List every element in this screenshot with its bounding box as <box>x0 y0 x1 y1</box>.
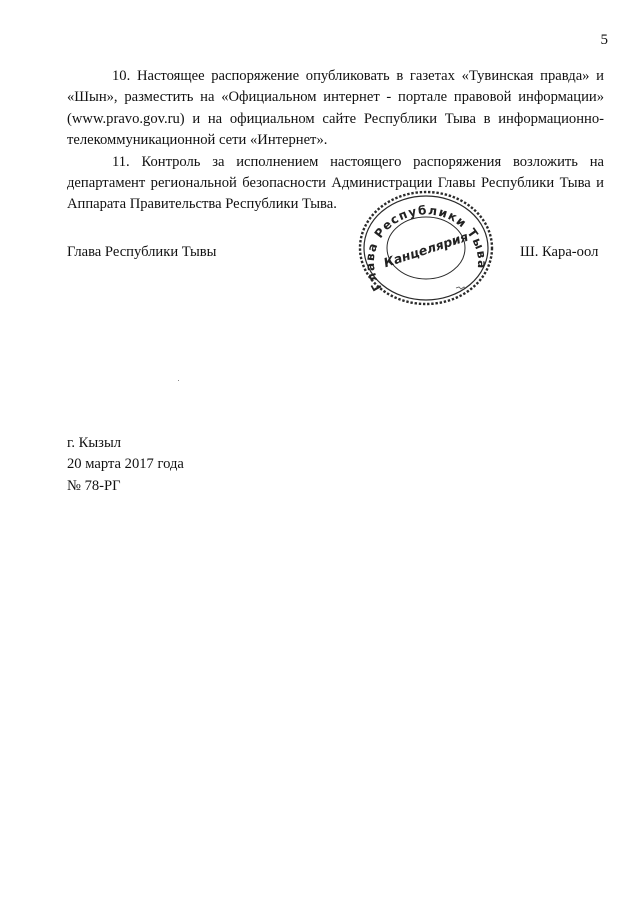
stamp-outer-text: Глава Республики Тыва <box>362 203 490 294</box>
document-body <box>67 66 604 216</box>
footer-number: № 78-РГ <box>67 477 121 494</box>
signatory-name: Ш. Кара-оол <box>520 244 599 260</box>
paragraph-10: 10. Настоящее распоряжение опубликовать в газетах «Тувинская правда» и «Шын», разместить на «Официальном интернет - портале правовой информации» (www.pravo.gov.ru) и на официальном сайте Республики Тыва в информационно-телекоммуникационной сети «Интернет». <box>67 68 604 149</box>
signatory-position: Глава Республики Тывы <box>67 244 217 260</box>
scan-speck <box>178 380 179 381</box>
paragraph-11: 11. Контроль за исполнением настоящего распоряжения возложить на департамент региональной безопасности Администрации Главы Республики Тыва и Аппарата Правительства Республики Тыва. <box>67 153 604 213</box>
official-stamp <box>352 188 500 312</box>
page-number: 5 <box>600 32 608 48</box>
footer-city: г. Кызыл <box>67 435 122 451</box>
stamp-inner-text: Канцелярия <box>381 228 470 271</box>
footer-date: 20 марта 2017 года <box>67 456 184 473</box>
document-footer <box>67 433 184 497</box>
